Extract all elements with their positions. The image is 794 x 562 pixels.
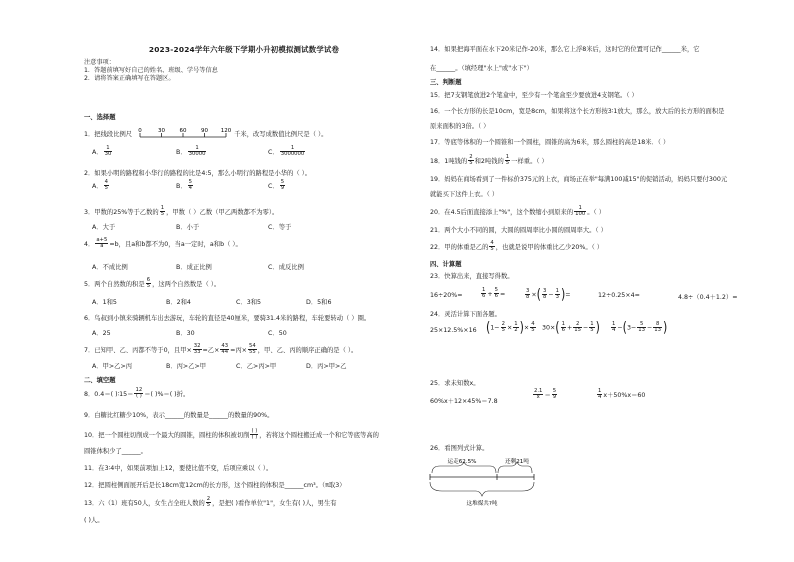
q3-option-a: A．大于 <box>92 224 116 231</box>
section-judge: 三、判断题 <box>430 79 462 86</box>
scale-tick-120: 120 <box>220 128 232 134</box>
question-21: 21．两个大小不同的圆，大圆的圆周率比小圆的圆周率大。（ ） <box>430 227 607 234</box>
question-6: 6．鸟叔到小镇来骑辆机车出去游玩，车轮的直径是40厘米，要骑31.4米的路程，车轮要转动（ ）圈。 <box>84 315 371 322</box>
scale-tick-60: 60 <box>179 128 187 134</box>
q4-option-a: A．不成比例 <box>92 264 128 271</box>
q1-text-a: 1．把线段比例尺 <box>84 131 133 138</box>
question-16-line2: 原来面积的3倍。（ ） <box>430 123 490 130</box>
question-16: 16．一个长方形的长是10cm，宽是8cm，如果将这个长方形按3∶1放大，那么，放大后的长方形的面积是 <box>430 108 725 115</box>
question-10: 10．把一个圆柱切削成一个最大的圆锥，圆柱的体积被切削 $\frac{( )}{( )}$ ，若将这个圆柱搬迁成一个和它等底等高的 <box>84 428 379 441</box>
question-26: 26．看图列式计算。 <box>430 445 489 452</box>
q7-option-c: C．乙>丙>甲 <box>236 363 277 370</box>
q24-expr-2: (1− $\frac{2}{5}$ × $\frac{1}{2}$ )× $\frac{4}{5}$ <box>486 319 535 336</box>
question-7: 7．已知甲、乙、丙都不等于0，且甲× $\frac{32}{33}$ =乙× $\frac{43}{44}$ =丙× $\frac{54}{55}$ ，甲、乙、丙的顺序正确的是（ ）。 <box>84 343 358 356</box>
question-1 <box>84 127 327 141</box>
q1-option-c: C． $\frac{1}{3000000}$ <box>268 145 305 158</box>
question-13: 13．六（1）班有50人，女生占全班人数的 $\frac{2}{5}$ ，是把( )看作单位"1"，女生有( )人，男生有 <box>84 496 337 509</box>
scale-tick-90: 90 <box>201 128 209 134</box>
q6-option-c: C．50 <box>268 330 287 337</box>
q4-option-b: B．成正比例 <box>176 264 212 271</box>
q23-item-2: $\frac{1}{6}$ + $\frac{5}{6}$ = <box>482 287 506 300</box>
q7-option-a: A．甲>乙>丙 <box>92 363 133 370</box>
question-19: 19．妈妈在商场看到了一件标价375元的上衣，商场正在举"每满100减15"的促销活动，妈妈只要付300元 <box>430 176 728 183</box>
q6-option-b: B．30 <box>176 330 195 337</box>
question-4: 4． $\frac{a+5}{a}$ =b，且a和b都不为0，当a一定时，a和b（ ）。 <box>84 237 242 250</box>
question-18: 18．1吨钱的 $\frac{2}{5}$ 和2吨钱的 $\frac{1}{5}$ 一样重。（ ） <box>430 154 548 167</box>
question-15: 15．把7支钢笔放进2个笔盒中，至少有一个笔盒至少要放进4支钢笔。（ ） <box>430 92 638 99</box>
q1-option-a: A． $\frac{1}{30}$ <box>92 145 112 158</box>
q7-option-b: B．丙>乙>甲 <box>166 363 207 370</box>
q1-option-b: B． $\frac{1}{30000}$ <box>176 145 206 158</box>
q6-option-a: A．25 <box>92 330 111 337</box>
q7-option-d: D．丙>甲>乙 <box>306 363 347 370</box>
q23-item-1: 16÷20%= <box>430 292 463 299</box>
question-17: 17．等底等体积的一个圆锥和一个圆柱，圆锥的高为6米，那么圆柱的高是18米．（ ） <box>430 139 670 146</box>
scale-bar <box>134 127 232 141</box>
question-14-line2: 在______。（填经理"水上"或"水下"） <box>430 65 533 72</box>
question-20: 20．在4.5后面直接添上"%"，这个数缩小到原来的 $\frac{1}{100}$ 。（ ） <box>430 205 606 218</box>
question-12: 12．把圆柱侧面展开后是长18cm宽12cm的长方形，这个圆柱的体积是______cm³。（π取3） <box>84 482 346 489</box>
notice-item-1: 1．答题前填写好自己的姓名、班级、学号等信息 <box>84 67 218 75</box>
question-14: 14．如果把海平面在水下20米记作-20米，那么它上浮8米后，这时它的位置可记作______米，它 <box>430 46 700 53</box>
q25-eq-1: 60%x＋12×45%＝7.8 <box>430 398 498 405</box>
exam-title: 2023-2024学年六年级下学期小升初模拟测试数学试卷 <box>148 45 340 54</box>
question-9: 9．白糖比红糖少10%，表示______的数量是______的数量的90%。 <box>84 412 274 419</box>
scale-tick-30: 30 <box>158 128 166 134</box>
question-3: 3．甲数的25%等于乙数的 $\frac{1}{5}$ ，甲数（ ）乙数（甲乙两数都不为零）。 <box>84 205 279 218</box>
q5-option-a: A．1和5 <box>92 299 117 306</box>
q23-item-4: 12÷0.25×4= <box>598 292 640 299</box>
q5-option-d: D．5和6 <box>306 299 332 306</box>
q24-expr-4: $\frac{1}{4}$ −(3− $\frac{5}{13}$ − $\frac{8}{13}$ ) <box>612 319 668 336</box>
question-8: 8．0.4＝( )∶15＝ $\frac{12}{( )}$ ＝( )%＝( )折。 <box>84 387 190 400</box>
q3-option-b: B．小于 <box>176 224 200 231</box>
q5-option-b: B．2和4 <box>166 299 191 306</box>
q26-bottom-label: 这堆煤共?吨 <box>466 501 498 507</box>
q25-eq-3: $\frac{1}{4}$ x＋50%x＝60 <box>598 388 646 401</box>
question-2: 2．如果小明的路程和小华行的路程的比是4:5，那么小明行的路程是小华的（ ）。 <box>84 170 312 177</box>
question-19-line2: 就能买下这件上衣。（ ） <box>430 191 499 198</box>
question-10-line2: 圆锥体积少了______。 <box>84 448 147 455</box>
q2-option-c: C． $\frac{5}{9}$ <box>268 179 285 192</box>
section-choice: 一、选择题 <box>84 114 116 121</box>
section-calc: 四、计算题 <box>430 261 462 268</box>
scale-tick-0: 0 <box>138 128 142 134</box>
q23-item-3: $\frac{3}{8}$ ×( $\frac{3}{8}$ − $\frac{1}{3}$ )= <box>526 286 571 303</box>
q26-diagram <box>420 455 540 515</box>
q1-text-b: 千米，改写成数值比例尺是（ ）。 <box>234 131 328 138</box>
q5-option-c: C．3和5 <box>236 299 262 306</box>
q3-option-c: C．等于 <box>268 224 292 231</box>
notice-item-2: 2．请将答案正确填写在答题区。 <box>84 75 175 83</box>
section-fill: 二、填空题 <box>84 377 116 384</box>
q26-top-label-2: 还剩21吨 <box>505 459 529 465</box>
question-13-line2: ( )人。 <box>84 517 104 524</box>
question-22: 22．甲的体重是乙的 $\frac{4}{5}$ ，也就是说甲的体重比乙少20%。（ ） <box>430 240 604 253</box>
question-11: 11．在3∶4中，如果前项加上12，要使比值不变，后项应乘以（ ）。 <box>84 465 273 472</box>
q23-item-5: 4.8÷（0.4＋1.2）= <box>678 294 738 301</box>
q26-top-label-1: 运走62.5% <box>447 459 477 465</box>
question-23: 23．快算出来，直接写得数。 <box>430 273 514 280</box>
notice-heading: 注意事项： <box>84 59 115 66</box>
question-5: 5．两个自然数的积是 $\frac{6}{5}$ ，这两个自然数是（ ）。 <box>84 277 221 290</box>
q25-eq-2: $\frac{2.1}{x}$ ＝ $\frac{5}{9}$ <box>534 388 557 401</box>
q4-option-c: C．成反比例 <box>268 264 304 271</box>
question-24: 24．灵活计算下面各题。 <box>430 311 501 318</box>
notice-block <box>84 59 218 84</box>
q24-expr-1: 25×12.5%×16 <box>430 327 477 334</box>
q2-option-b: B． $\frac{5}{4}$ <box>176 179 192 192</box>
q2-option-a: A． $\frac{4}{5}$ <box>92 179 108 192</box>
question-25: 25．求未知数x。 <box>430 380 480 387</box>
q24-expr-3: 30×( $\frac{1}{6}$ + $\frac{2}{15}$ − $\frac{1}{5}$ ) <box>542 319 600 336</box>
